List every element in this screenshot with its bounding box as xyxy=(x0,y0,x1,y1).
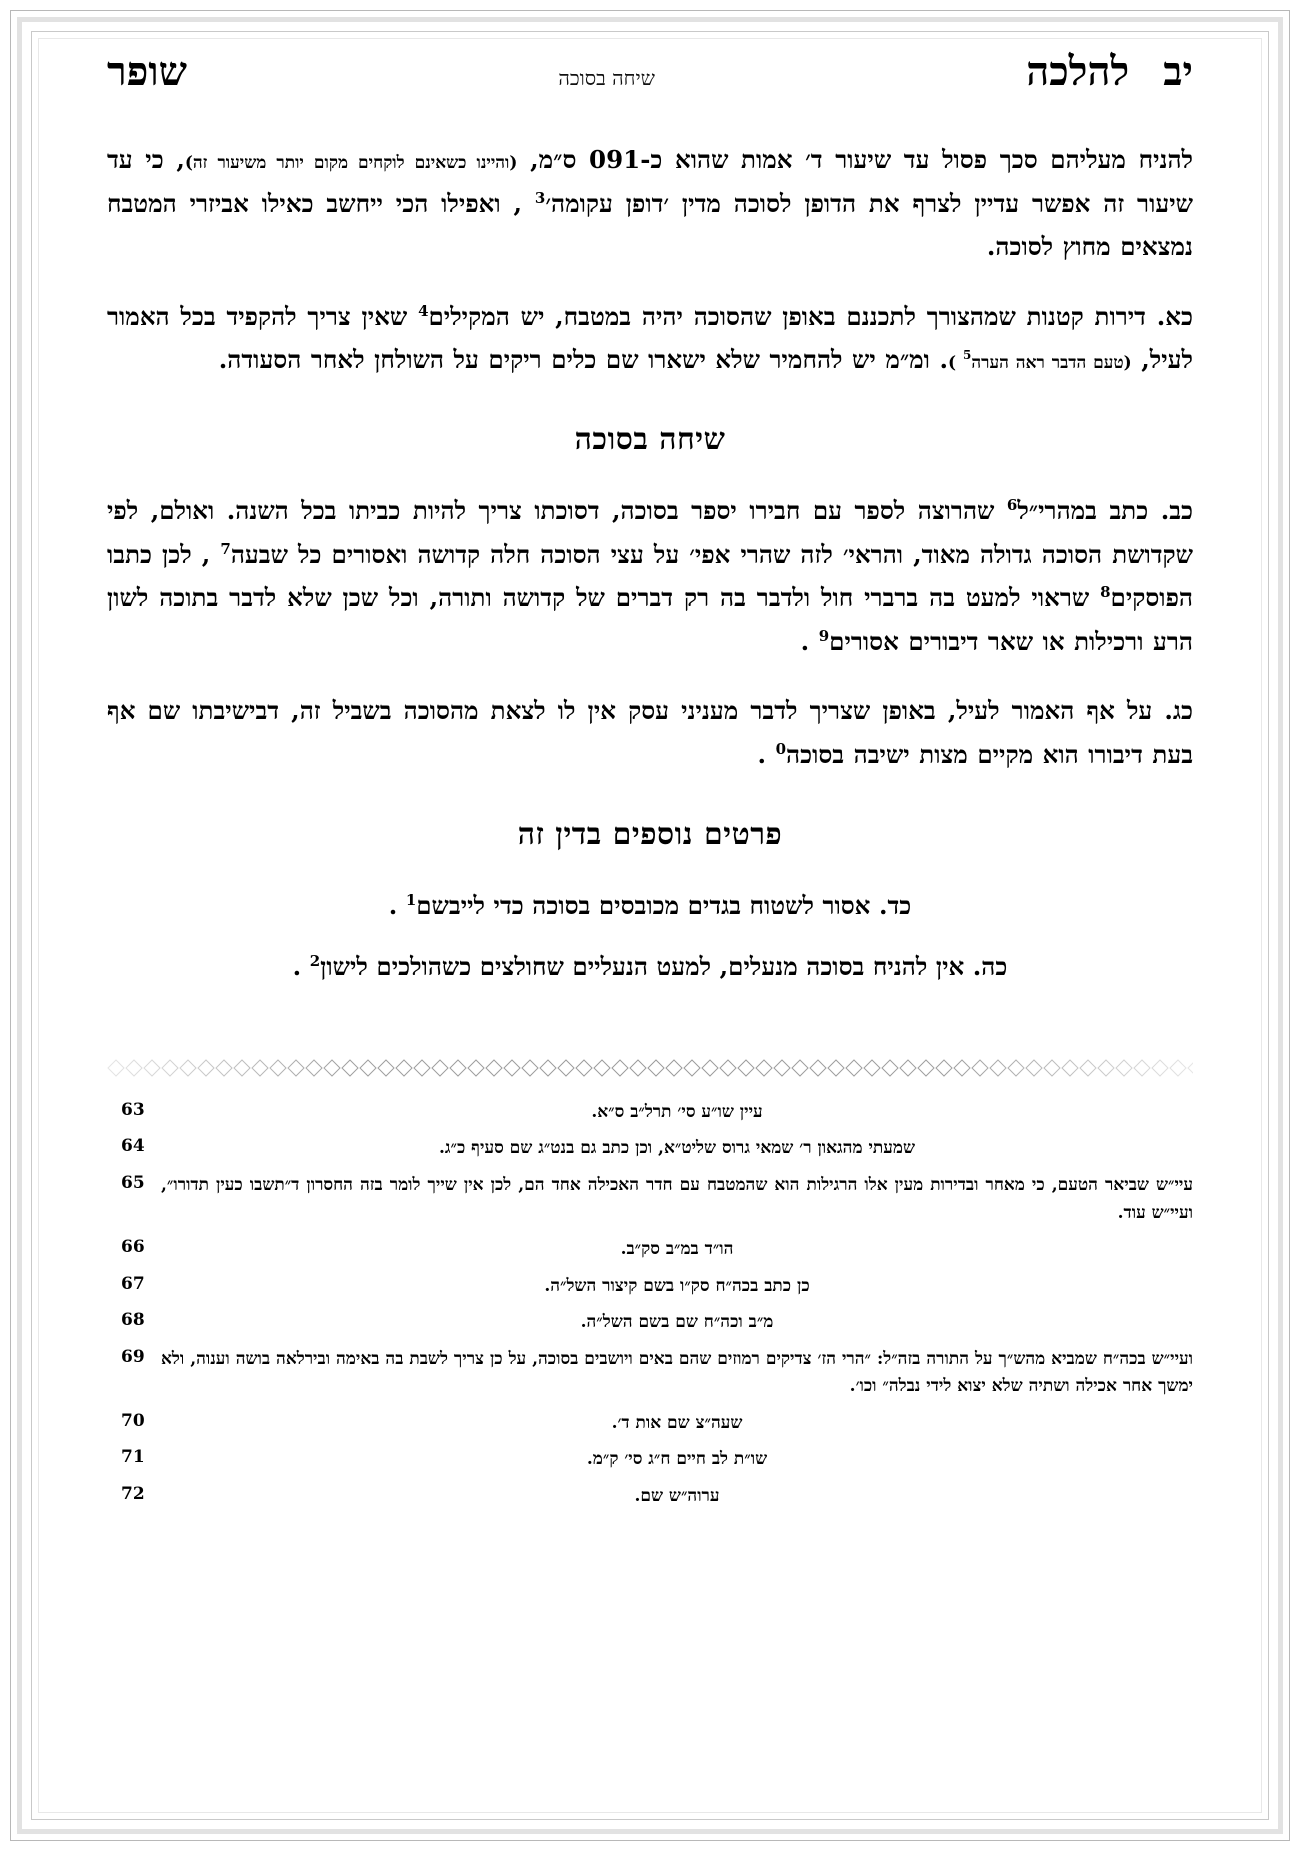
section-label: להלכה xyxy=(1026,48,1130,95)
running-topic: שיחה בסוכה xyxy=(558,66,655,90)
footnote-text: שמעתי מהגאון ר׳ שמאי גרוס שליט״א, וכן כתב גם בנט״ג שם סעיף כ״ג. xyxy=(438,1138,916,1159)
running-head-right-group xyxy=(1026,48,1193,95)
footnote-number: 67 xyxy=(121,1273,145,1294)
footnote-row xyxy=(107,1410,1193,1438)
footnote-row xyxy=(107,1309,1193,1337)
footnote-text: ערוה״ש שם. xyxy=(634,1485,720,1506)
paragraph-22: כב. כתב במהרי״ל$^6$ שהרוצה לספר עם חבירו יספר בסוכה, דסוכתו צריך להיות כביתו בכל השנה. ואולם, לפי שקדושת הסוכה גדולה מאוד, והראי׳ לזה שהרי אפי׳ על עצי הסוכה חלה קדושה ואסורים כל שבעה$^7$ , לכן כתבו הפוסקים$^8$ שראוי למעט בה ברברי חול ולדבר בה רק דברים של קדושה ותורה, וכל שכן שלא לדבר בתוכה לשון הרע ורכילות או שאר דיבורים אסורים$^9$ . xyxy=(107,495,1194,656)
footnote-number: 72 xyxy=(121,1483,145,1504)
footnote-row xyxy=(107,1446,1193,1474)
footnote-marker[interactable]: 5 xyxy=(962,348,972,363)
footnote-marker[interactable]: 6 xyxy=(1006,495,1018,514)
section-heading-sicha-basukkah: שיחה בסוכה xyxy=(574,422,726,458)
footnote-marker[interactable]: 0 xyxy=(775,739,787,758)
decorative-separator xyxy=(107,1059,1193,1077)
footnote-text: שעה״צ שם אות ד׳. xyxy=(611,1412,743,1433)
footnote-row xyxy=(107,1483,1193,1511)
footnote-row xyxy=(107,1236,1193,1264)
book-title: שופר xyxy=(107,48,187,95)
footnote-marker[interactable]: 2 xyxy=(309,952,321,971)
item-24: כד. אסור לשטוח בגדים מכובסים בסוכה כדי לייבשם$^1$ . xyxy=(388,890,912,920)
footnote-marker[interactable]: 8 xyxy=(1100,583,1111,602)
item-25: כה. אין להניח בסוכה מנעלים, למעט הנעליים שחולצים כשהולכים לישון$^2$ . xyxy=(292,952,1008,982)
paragraph-21: כא. דירות קטנות שמהצורך לתכננם באופן שהסוכה יהיה במטבח, יש המקילים$^4$ שאין צריך להקפיד בכל האמור לעיל, (טעם הדבר ראה הערה$^5$ ). ומ״מ יש להחמיר שלא ישארו שם כלים ריקים על השולחן לאחר הסעודה. xyxy=(107,301,1193,375)
footnote-number: 64 xyxy=(121,1136,145,1157)
footnotes-list xyxy=(107,1099,1193,1510)
footnote-text: מ״ב וכה״ח שם בשם השל״ה. xyxy=(580,1312,774,1333)
footnote-row xyxy=(107,1346,1193,1401)
small-print-gloss: (והיינו כשאינם לוקחים מקום יותר משיעור זה) xyxy=(184,153,518,173)
footnote-marker[interactable]: 7 xyxy=(220,539,231,558)
footnote-number: 71 xyxy=(121,1447,145,1468)
body-block-items xyxy=(107,884,1193,989)
footnote-row xyxy=(107,1099,1193,1127)
footnote-row xyxy=(107,1172,1193,1227)
page-number: יב xyxy=(1163,48,1193,95)
footnote-number: 65 xyxy=(121,1172,145,1193)
page-content xyxy=(52,44,1248,1804)
footnote-row xyxy=(107,1273,1193,1301)
footnote-row xyxy=(107,1135,1193,1163)
footnote-number: 70 xyxy=(121,1410,145,1431)
footnote-number: 66 xyxy=(121,1237,145,1258)
body-block-first xyxy=(107,138,1193,382)
small-print-gloss: ) xyxy=(948,353,963,374)
paragraph-20: להניח מעליהם סכך פסול עד שיעור ד׳ אמות שהוא כ-091 ס״מ, (והיינו כשאינם לוקחים מקום יותר משיעור זה), כי עד שיעור זה אפשר עדיין לצרף את הדופן לסוכה מדין ׳דופן עקומה׳$^3$ , ואפילו הכי ייחשב כאילו אביזרי המטבח נמצאים מחוץ לסוכה. xyxy=(107,145,1194,262)
section-heading-pratim-nosafim: פרטים נוספים בדין זה xyxy=(517,816,783,852)
footnote-number: 68 xyxy=(121,1310,145,1331)
footnote-text: ועיי״ש בכה״ח שמביא מהש״ך על התורה בזה״ל: ״הרי הז׳ צדיקים רמוזים שהם באים ויושבים בסוכה, על כן צריך לשבת בה באימה ובירלאה בושה וענוה, ולא ימשך אחר אכילה ושתיה שלא יצוא לידי נבלה״ וכו׳. xyxy=(161,1348,1193,1397)
small-print-gloss: (טעם הדבר ראה הערה xyxy=(971,353,1132,374)
footnote-text: שו״ת לב חיים ח״ג סי׳ ק״מ. xyxy=(586,1449,768,1470)
footnote-marker[interactable]: 1 xyxy=(405,890,417,909)
footnote-number: 63 xyxy=(121,1099,145,1120)
footnote-number: 69 xyxy=(121,1346,145,1367)
footnote-text: עיין שו״ע סי׳ תרל״ב ס״א. xyxy=(591,1101,763,1122)
footnote-marker[interactable]: 4 xyxy=(418,301,429,320)
footnote-marker[interactable]: 3 xyxy=(534,188,546,207)
footnote-text: הו״ד במ״ב סק״ב. xyxy=(620,1239,734,1260)
running-head xyxy=(107,48,1193,112)
body-block-second xyxy=(107,489,1193,777)
footnote-text: כן כתב בכה״ח סק״ו בשם קיצור השל״ה. xyxy=(544,1275,810,1296)
footnote-marker[interactable]: 9 xyxy=(818,626,830,645)
paragraph-23: כג. על אף האמור לעיל, באופן שצריך לדבר מעניני עסק אין לו לצאת מהסוכה בשביל זה, דבישיבתו שם אף בעת דיבורו הוא מקיים מצות ישיבה בסוכה$^0$ . xyxy=(107,696,1193,770)
footnote-text: עיי״ש שביאר הטעם, כי מאחר ובדירות מעין אלו הרגילות הוא שהמטבח עם חדר האכילה אחד הם, לכן אין שייך לומר בזה החסרון ד״תשבו כעין תדורו״, ועיי״ש עוד. xyxy=(161,1174,1193,1223)
